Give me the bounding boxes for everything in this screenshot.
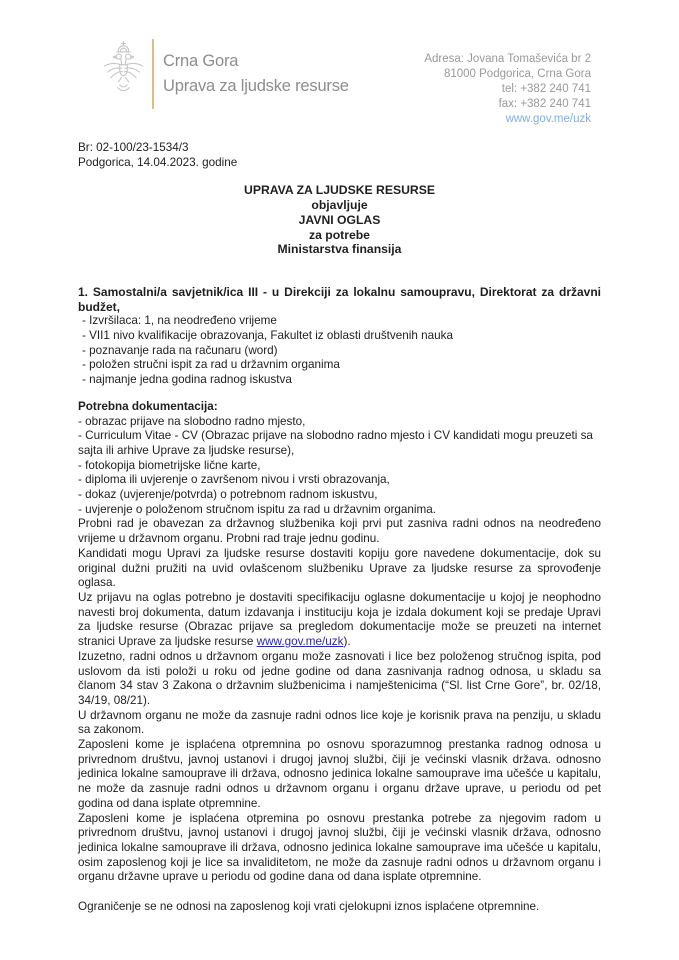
org-country: Crna Gora <box>163 52 239 70</box>
vacancy-heading: 1. Samostalni/a savjetnik/ica III - u Direkciji za lokalnu samoupravu, Direktorat za državni budžet, <box>78 284 601 314</box>
title-ministry: Ministarstva finansija <box>277 242 402 257</box>
documentation-heading: Potrebna dokumentacija: <box>78 399 218 413</box>
title-org: UPRAVA ZA LJUDSKE RESURSE <box>244 183 435 198</box>
paragraph-severance-agreement: Zaposleni kome je isplaćena otpremnina po osnovu sporazumnog prestanka radnog odnosa u privrednom društvu, javnoj ustanovi i drugoj javnoj službi, čiji je većinski vlasnik država. odnosno jedinica lokalne samouprave ili država, odnosno jedinica lokalne samouprave ima učešće u kapitalu, ne može da zasnuje radni odnos u državnom organu i organu države uprave, u periodu od pet godina od dana isplate otpremnine. <box>78 738 601 810</box>
documentation-item: - dokaz (uvjerenje/potvrda) o potrebnom radnom iskustvu, <box>78 488 378 502</box>
documentation-item: - Curriculum Vitae - CV (Obrazac prijave na slobodno radno mjesto i CV kandidati mogu preuzeti sa sajta ili arhive Uprave za ljudske resurse), <box>78 429 593 457</box>
documentation-item: - obrazac prijave na slobodno radno mjesto, <box>78 414 306 428</box>
coat-of-arms-icon <box>100 38 147 110</box>
address-line-tel: tel: +382 240 741 <box>501 83 591 95</box>
letterhead <box>100 38 591 127</box>
letterhead-address <box>424 38 591 127</box>
paragraph-exception: Izuzetno, radni odnos u državnom organu može zasnovati i lice bez položenog stručnog ispita, pod uslovom da isti položi u roku od jedne godine od dana zasnivanja radnog odnosa, u skladu sa članom 34 stav 3 Zakona o državnim službenicima i namještenicima (“Sl. list Crne Gore”, br. 02/18, 34/19, 08/21). <box>78 649 601 707</box>
requirement-line: - poznavanje rada na računaru (word) <box>82 343 278 357</box>
title-public-call: JAVNI OGLAS <box>298 212 381 227</box>
documentation-item: - fotokopija biometrijske lične karte, <box>78 458 261 472</box>
title-block <box>78 183 601 257</box>
reference-number: Br: 02-100/23-1534/3 <box>78 141 189 154</box>
requirement-line: - najmanje jedna godina radnog iskustva <box>82 373 292 387</box>
documentation-item: - diploma ili uvjerenje o završenom nivou i vrsti obrazovanja, <box>78 473 390 487</box>
header-website-link[interactable]: www.gov.me/uzk <box>505 113 591 125</box>
document-meta <box>78 141 601 170</box>
paragraph-pension: U državnom organu ne može da zasnuje radni odnos lice koje je korisnik prava na penziju, u skladu sa zakonom. <box>78 708 601 737</box>
requirement-line: - VII1 nivo kvalifikacije obrazovanja, Fakultet iz oblasti društvenih nauka <box>82 329 453 343</box>
paragraph-text: Uz prijavu na oglas potrebno je dostaviti specifikaciju oglasne dokumentacije u kojoj je neophodno navesti broj dokumenta, datum izdavanja i instituciju koja je izdala dokument koji se predaje Upravi za ljudske resurse (Obrazac prijave sa pregledom dokumentacije može se preuzeti na internet stranici Uprave za ljudske resurse <box>78 590 601 649</box>
paragraph-copies: Kandidati mogu Upravi za ljudske resurse dostaviti kopiju gore navedene dokumentacije, dok su original dužni pružiti na uvid ovlašcenom službeniku Uprave za ljudske resurse za sprovođenje oglasa. <box>78 546 601 590</box>
paragraph-limitation: Ograničenje se ne odnosi na zaposlenog koji vrati cjelokupni iznos isplaćene otpremnine. <box>78 900 540 914</box>
letterhead-logo-block <box>100 38 349 110</box>
vacancy-requirements <box>78 314 601 388</box>
requirement-line: - položen stručni ispit za rad u državnim organima <box>82 358 340 372</box>
address-line-street: Adresa: Jovana Tomaševića br 2 <box>424 53 591 65</box>
address-line-city: 81000 Podgorica, Crna Gora <box>443 68 591 80</box>
documentation-list <box>78 415 601 518</box>
documentation-item: - uvjerenje o položenom stručnom ispitu za rad u državnim organima. <box>78 502 436 516</box>
paragraph-specification <box>78 591 601 650</box>
address-line-fax: fax: +382 240 741 <box>498 98 591 110</box>
paragraph-severance-redundancy: Zaposleni kome je isplaćena otpremina po osnovu prestanka potrebe za njegovim radom u privrednom društvu, javnoj ustanovi i drugoj javnoj službi, čiji je većinski vlasnik država, odnosno jedinica lokalne samouprave ili država, odnosno jedinica lokalne samouprave ima učešće u kapitalu, osim zaposlenog koji je lice sa invaliditetom, ne može da zasnuje radni odnos u državnom organu i organu državne uprave u periodu od godine dana od dana isplate otpremnine. <box>78 811 601 884</box>
body-website-link[interactable]: www.gov.me/uzk <box>256 635 344 649</box>
title-announces: objavljuje <box>311 198 368 213</box>
org-department: Uprava za ljudske resurse <box>163 77 349 95</box>
paragraph-text: ). <box>343 635 351 649</box>
paragraph-probation: Probni rad je obavezan za državnog službenika koji prvi put zasniva radni odnos na neodređeno vrijeme u državnom organu. Probni rad traje jednu godinu. <box>78 517 601 546</box>
header-divider <box>152 39 154 109</box>
document-body <box>78 141 601 915</box>
requirement-line: - Izvršilaca: 1, na neodređeno vrijeme <box>82 314 277 328</box>
place-and-date: Podgorica, 14.04.2023. godine <box>78 155 238 169</box>
title-for-needs: za potrebe <box>309 227 370 242</box>
org-name-block <box>163 38 349 99</box>
